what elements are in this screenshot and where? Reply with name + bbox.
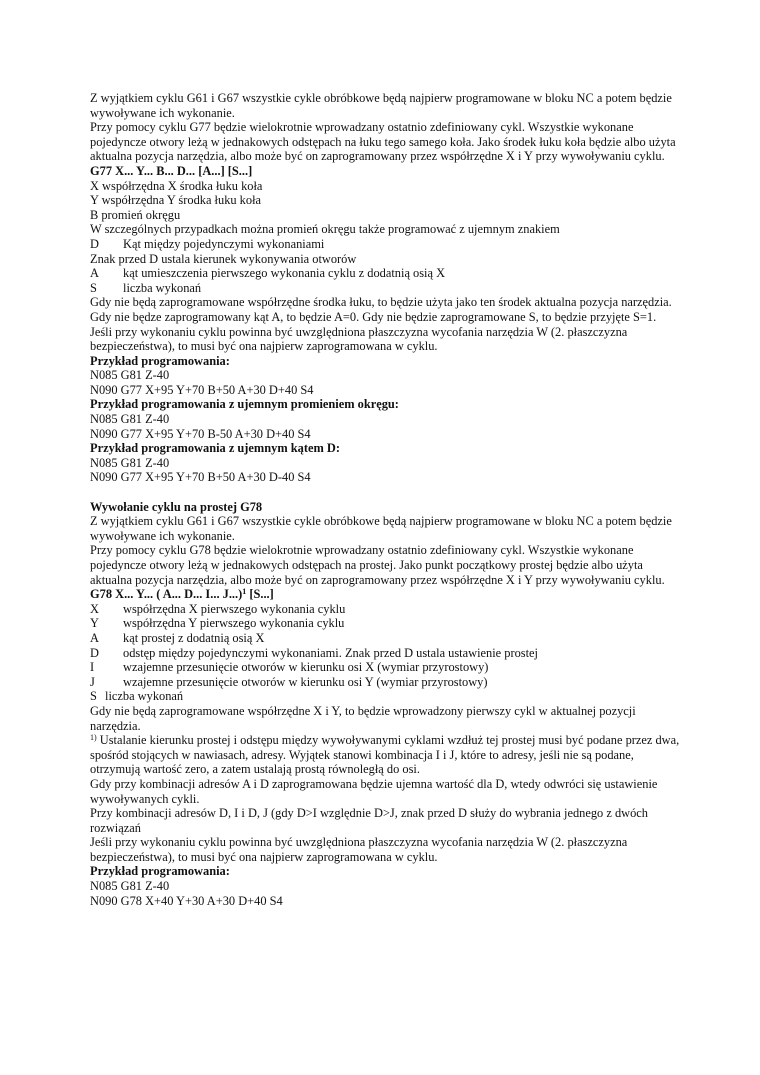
s1-intro2: Przy pomocy cyklu G77 będzie wielokrotnie wprowadzany ostatnio zdefiniowany cykl. Wszystkie wykonane pojedyncze otwory leżą w jednakowych odstępach na łuku tego samego koła. Jako środek łuku koła będzie albo użyta aktualna pozycja narzędzia, albo może być on zaprogramowany przez współrzędne X i Y przy wywoływaniu cyklu. [90, 120, 676, 164]
s1-example2-title: Przykład programowania z ujemnym promieniem okręgu: [90, 397, 399, 412]
s1-example2-line1: N085 G81 Z-40 [90, 412, 170, 427]
s1-note1: Gdy nie będą zaprogramowane współrzędne środka łuku, to będzie użyta jako ten środek aktualna pozycja narzędzia. [90, 295, 672, 310]
s2-syntax [90, 587, 680, 602]
param-text: współrzędna Y pierwszego wykonania cyklu [123, 616, 345, 631]
param-text: wzajemne przesunięcie otworów w kierunku osi X (wymiar przyrostowy) [123, 660, 489, 675]
param-key: Y [90, 616, 99, 631]
s1-example1-line2: N090 G77 X+95 Y+70 B+50 A+30 D+40 S4 [90, 382, 314, 397]
s2-example-line1: N085 G81 Z-40 [90, 879, 170, 894]
s2-note4: Jeśli przy wykonaniu cyklu powinna być uwzględniona płaszczyzna wycofania narzędzia W (2. płaszczyzna bezpieczeństwa), to musi być ona najpierw zaprogramowana w cyklu. [90, 835, 628, 864]
s1-example2-line2: N090 G77 X+95 Y+70 B-50 A+30 D+40 S4 [90, 426, 311, 441]
s1-y-param: Y współrzędna Y środka łuku koła [90, 193, 262, 208]
s2-footnote [90, 733, 680, 777]
footnote-mark: 1) [90, 733, 97, 743]
s1-example3-line1: N085 G81 Z-40 [90, 455, 170, 470]
s2-heading: Wywołanie cyklu na prostej G78 [90, 499, 263, 514]
param-text: liczba wykonań [123, 280, 202, 295]
s2-note1: Gdy nie będą zaprogramowane współrzędne X i Y, to będzie wprowadzony pierwszy cykl w aktualnej pozycji narzędzia. [90, 703, 636, 733]
s2-intro1: Z wyjątkiem cyklu G61 i G67 wszystkie cykle obróbkowe będą najpierw programowane w bloku NC a potem będzie wywoływane ich wykonanie. [90, 514, 672, 543]
s1-x-param: X współrzędna X środka łuku koła [90, 178, 263, 193]
param-text: wzajemne przesunięcie otworów w kierunku osi Y (wymiar przyrostowy) [123, 674, 488, 689]
s1-a-param [90, 266, 680, 281]
s1-example3-title: Przykład programowania z ujemnym kątem D: [90, 441, 340, 456]
param-key: D [90, 236, 99, 251]
s1-s-param [90, 281, 680, 296]
param-key: J [90, 674, 95, 689]
param-key: S [90, 280, 97, 295]
footnote-text: Ustalanie kierunku prostej i odstępu między wywoływanymi cyklami wzdłuż tej prostej musi być podane przez dwa, spośród stojących w nawiasach, adresy. Wyjątek stanowi kombinacja I i J, które to adresy, jeśli nie są podane, otrzymują wartość zero, a zatem ustalają prostą równoległą do osi. [90, 733, 680, 777]
param-text: kąt umieszczenia pierwszego wykonania cyklu z dodatnią osią X [123, 266, 446, 281]
s2-param-row [90, 675, 680, 690]
footnote-ref: 1 [242, 587, 247, 597]
param-key: I [90, 660, 95, 675]
s2-param-row [90, 646, 680, 661]
s1-d-note: Znak przed D ustala kierunek wykonywania otworów [90, 251, 357, 266]
param-text: kąt prostej z dodatnią osią X [123, 630, 265, 645]
s1-d-param [90, 237, 680, 252]
s1-example3-line2: N090 G77 X+95 Y+70 B+50 A+30 D-40 S4 [90, 470, 311, 485]
param-key: A [90, 630, 99, 645]
param-text: liczba wykonań [105, 689, 184, 704]
s2-param-row [90, 631, 680, 646]
s1-intro1: Z wyjątkiem cyklu G61 i G67 wszystkie cykle obróbkowe będą najpierw programowane w bloku NC a potem będzie wywoływane ich wykonanie. [90, 91, 672, 120]
param-key: D [90, 645, 99, 660]
s2-param-row [90, 660, 680, 675]
s1-example1-line1: N085 G81 Z-40 [90, 368, 170, 383]
s2-note3: Przy kombinacji adresów D, I i D, J (gdy D>I względnie D>J, znak przed D służy do wybrania jednego z dwóch rozwiązań [90, 806, 648, 835]
param-key: X [90, 601, 99, 616]
s2-param-row [90, 616, 680, 631]
s2-example-line2: N090 G78 X+40 Y+30 A+30 D+40 S4 [90, 893, 283, 908]
s2-example-title: Przykład programowania: [90, 864, 230, 879]
s1-b-param: B promień okręgu [90, 207, 181, 222]
param-key: S [90, 689, 97, 704]
s1-note3: Jeśli przy wykonaniu cyklu powinna być uwzględniona płaszczyzna wycofania narzędzia W (2. płaszczyzna bezpieczeństwa), to musi być ona najpierw zaprogramowana w cyklu. [90, 324, 628, 354]
s2-note2: Gdy przy kombinacji adresów A i D zaprogramowana będzie ujemna wartość dla D, wtedy odwróci się ustawienie wywoływanych cykli. [90, 776, 658, 806]
param-text: współrzędna X pierwszego wykonania cyklu [123, 601, 346, 616]
s1-example1-title: Przykład programowania: [90, 353, 230, 368]
section-spacer [90, 485, 680, 500]
syntax-main: G78 X... Y... ( A... D... I... J...) [90, 587, 243, 602]
s2-param-list [90, 602, 680, 704]
s2-param-row [90, 689, 680, 704]
s2-intro2: Przy pomocy cyklu G78 będzie wielokrotnie wprowadzany ostatnio zdefiniowany cykl. Wszystkie wykonane pojedyncze otwory leżą w jednakowych odstępach na prostej. Jako punkt początkowy prostej będzie albo użyta aktualna pozycja narzędzia, albo może być on zaprogramowany przez współrzędne X i Y przy wywoływaniu cyklu. [90, 543, 665, 587]
s1-syntax: G77 X... Y... B... D... [A...] [S...] [90, 163, 253, 178]
s2-param-row [90, 602, 680, 617]
param-key: A [90, 266, 99, 281]
s1-b-note: W szczególnych przypadkach można promień okręgu także programować z ujemnym znakiem [90, 222, 560, 237]
s1-note2: Gdy nie będze zaprogramowany kąt A, to będzie A=0. Gdy nie będzie zaprogramowane S, to będzie przyjęte S=1. [90, 309, 657, 324]
syntax-tail: [S...] [246, 587, 274, 602]
param-text: Kąt między pojedynczymi wykonaniami [123, 236, 325, 251]
document-page [90, 91, 680, 908]
param-text: odstęp między pojedynczymi wykonaniami. Znak przed D ustala ustawienie prostej [123, 645, 538, 660]
